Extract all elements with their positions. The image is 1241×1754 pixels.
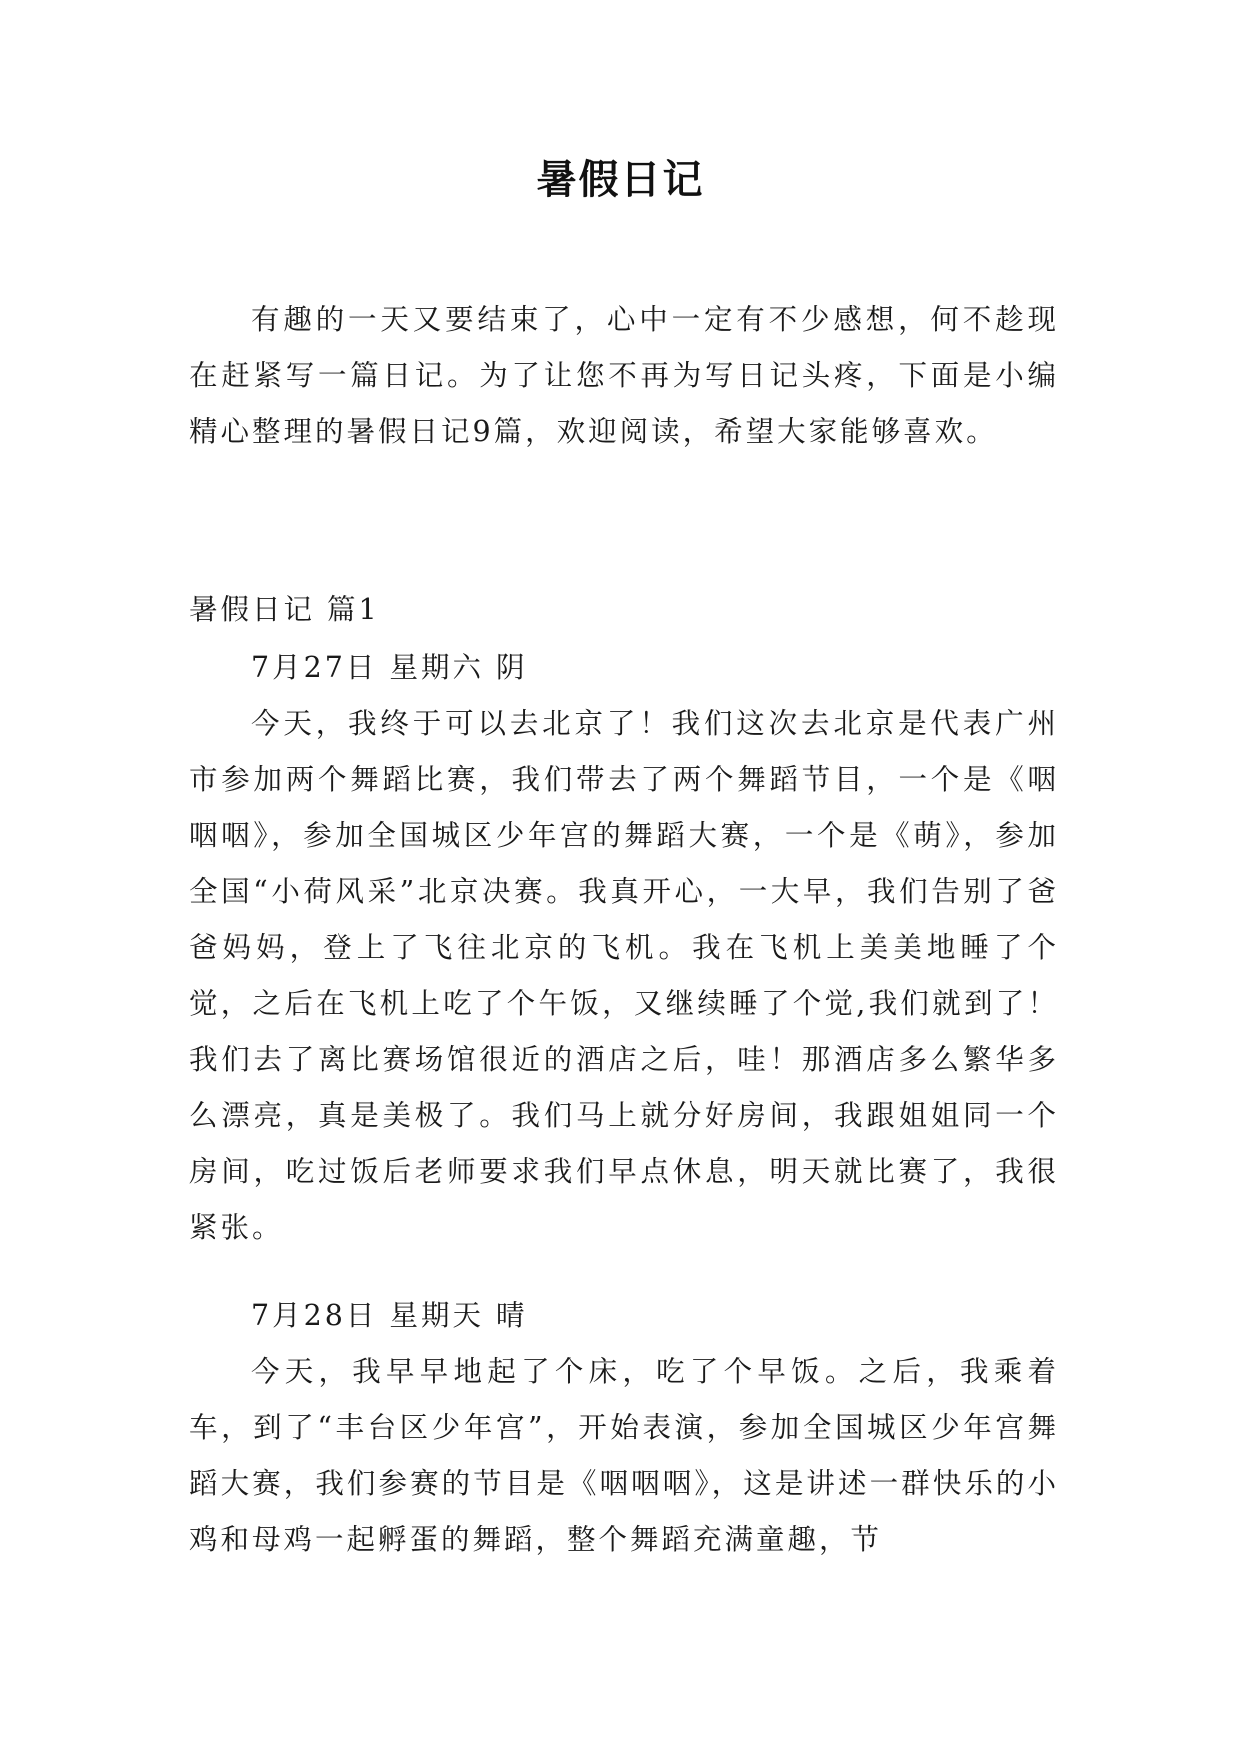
entry-date-line: 7月28日 星期天 晴 — [251, 1299, 528, 1332]
entry-body-paragraph: 今天，我终于可以去北京了！我们这次去北京是代表广州市参加两个舞蹈比赛，我们带去了两个舞蹈节目，一个是《咽咽咽》，参加全国城区少年宫的舞蹈大赛，一个是《萌》，参加全国“小荷风采”北京决赛。我真开心，一大早，我们告别了爸爸妈妈，登上了飞往北京的飞机。我在飞机上美美地睡了个觉，之后在飞机上吃了个午饭，又继续睡了个觉,我们就到了！我们去了离比赛场馆很近的酒店之后，哇！那酒店多么繁华多么漂亮，真是美极了。我们马上就分好房间，我跟姐姐同一个房间，吃过饭后老师要求我们早点休息，明天就比赛了，我很紧张。 — [189, 707, 1059, 1244]
entry-date-line: 7月27日 星期六 阴 — [251, 651, 528, 684]
section-heading: 暑假日记 篇1 — [189, 593, 380, 626]
intro-paragraph: 有趣的一天又要结束了，心中一定有不少感想，何不趁现在赶紧写一篇日记。为了让您不再为写日记头疼，下面是小编精心整理的暑假日记9篇，欢迎阅读，希望大家能够喜欢。 — [189, 303, 1059, 448]
entry-body-paragraph: 今天，我早早地起了个床，吃了个早饭。之后，我乘着车，到了“丰台区少年宫”，开始表演，参加全国城区少年宫舞蹈大赛，我们参赛的节目是《咽咽咽》，这是讲述一群快乐的小鸡和母鸡一起孵蛋的舞蹈，整个舞蹈充满童趣，节 — [189, 1355, 1059, 1556]
document-title: 暑假日记 — [536, 157, 705, 203]
